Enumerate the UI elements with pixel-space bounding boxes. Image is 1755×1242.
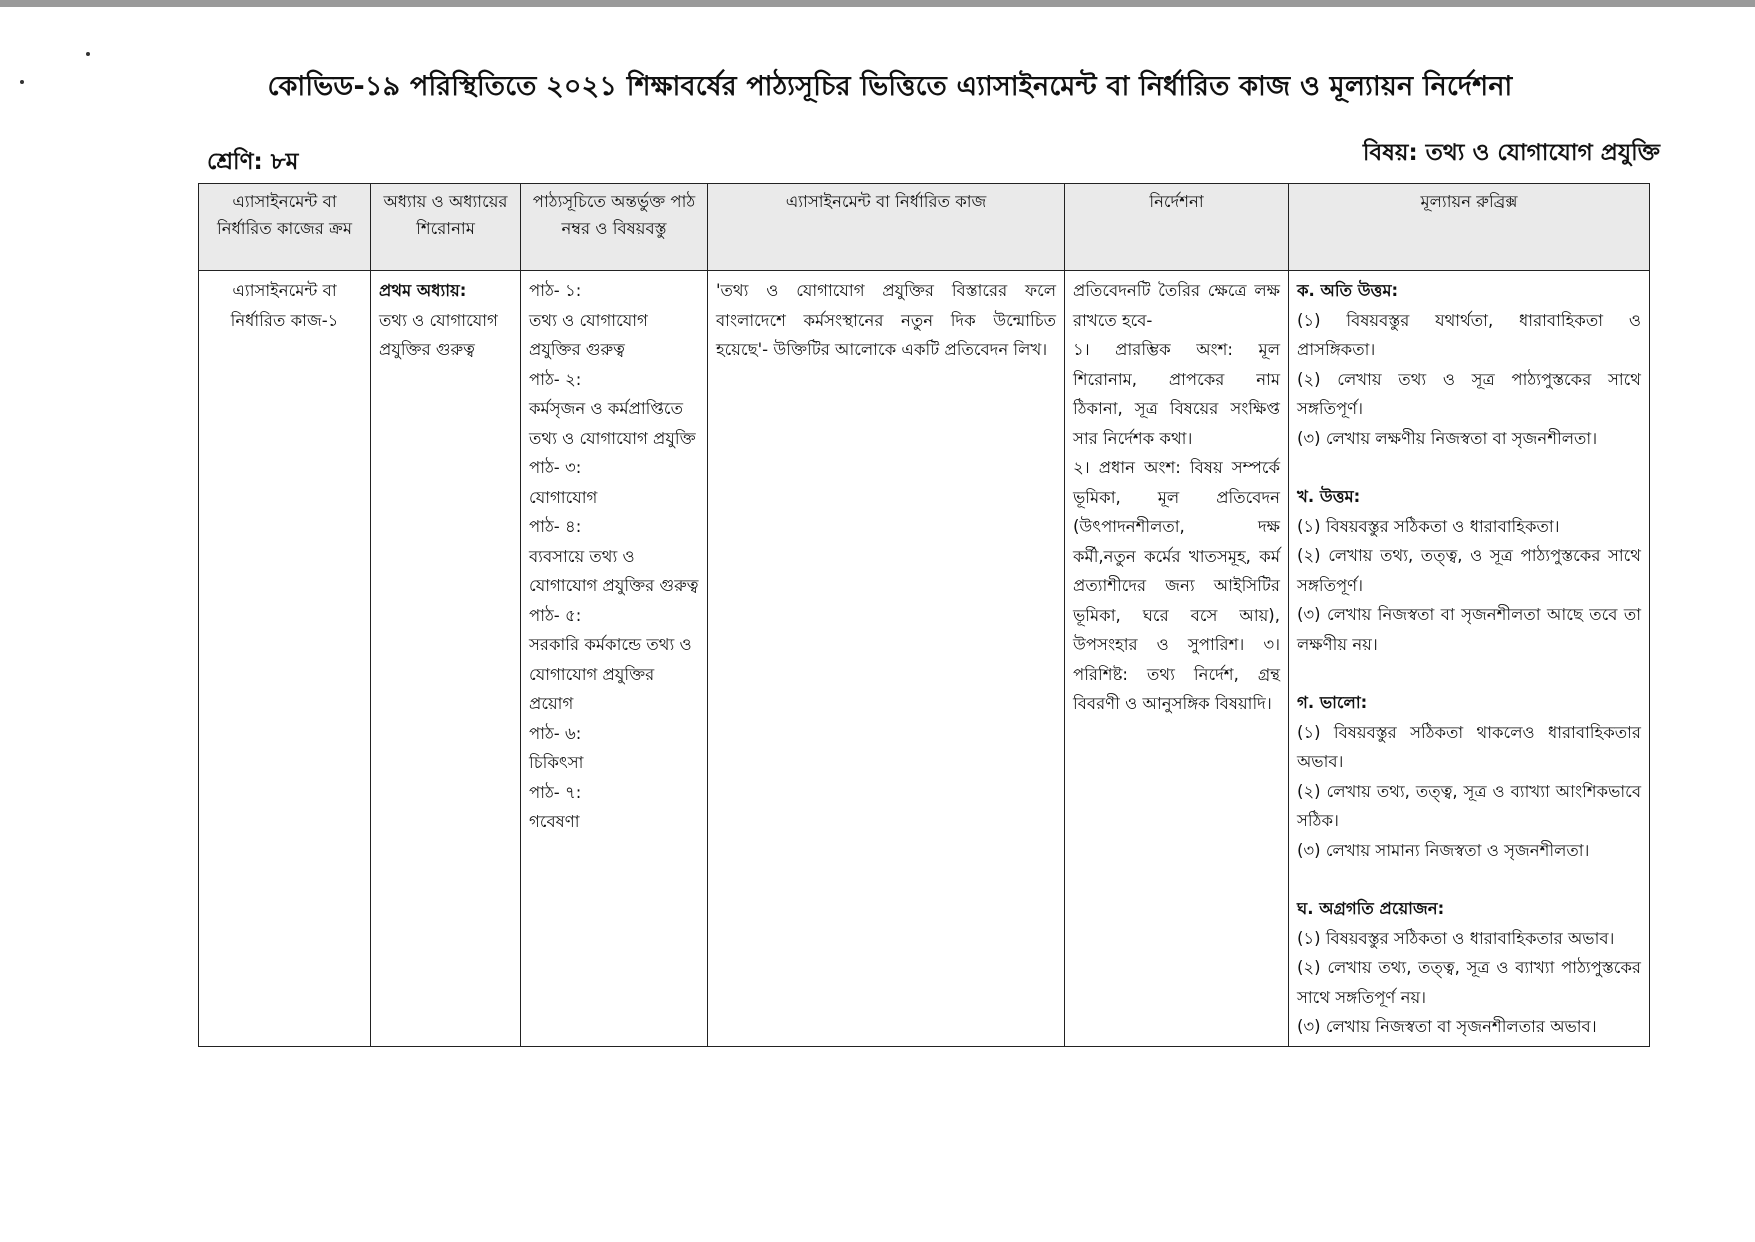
lesson-number: পাঠ- ২: — [529, 369, 582, 389]
lesson-number: পাঠ- ৭: — [529, 782, 582, 802]
rubric-item: (২) লেখায় তথ্য, তত্ত্ব, সূত্র ও ব্যাখ্যা আংশিকভাবে সঠিক। — [1297, 781, 1641, 830]
lesson-number: পাঠ- ৪: — [529, 517, 582, 536]
lesson-number: পাঠ- ৫: — [529, 605, 582, 625]
lessons-cell — [521, 271, 708, 1047]
lesson-title: ব্যবসায়ে তথ্য ও যোগাযোগ প্রযুক্তির গুরুত্ব — [529, 546, 699, 595]
rubric-item: (১) বিষয়বস্তুর সঠিকতা ও ধারাবাহিকতার অভাব। — [1297, 928, 1615, 948]
rubric-item: (১) বিষয়বস্তুর যথার্থতা, ধারাবাহিকতা ও প্রাসঙ্গিকতা। — [1297, 310, 1641, 359]
lesson-number: পাঠ- ১: — [529, 281, 582, 300]
column-header-instructions: নির্দেশনা — [1065, 184, 1289, 271]
scan-speck — [86, 52, 90, 56]
rubric-item: (২) লেখায় তথ্য ও সূত্র পাঠ্যপুস্তকের সাথে সঙ্গতিপূর্ণ। — [1297, 369, 1641, 418]
lesson-title: তথ্য ও যোগাযোগ প্রযুক্তির গুরুত্ব — [529, 310, 648, 359]
table-header-row — [199, 184, 1650, 271]
rubric-item: (৩) লেখায় নিজস্বতা বা সৃজনশীলতা আছে তবে তা লক্ষণীয় নয়। — [1297, 605, 1641, 654]
rubric-heading: খ. উত্তম: — [1297, 487, 1361, 506]
chapter-cell — [371, 271, 521, 1047]
instructions-cell — [1065, 271, 1289, 1047]
rubric-item: (৩) লেখায় সামান্য নিজস্বতা ও সৃজনশীলতা। — [1297, 840, 1590, 860]
rubric-group-good — [1297, 482, 1641, 659]
column-header-serial: এ্যাসাইনমেন্ট বা নির্ধারিত কাজের ক্রম — [199, 184, 371, 271]
instruction-item: ২। প্রধান অংশ: বিষয় সম্পর্কে ভূমিকা, মূল প্রতিবেদন (উৎপাদনশীলতা, দক্ষ কর্মী,নতুন কর্মের খাতসমূহ, কর্ম প্রত্যাশীদের জন্য আইসিটির ভূমিকা, ঘরে বসে আয়), উপসংহার ও সুপারিশ। ৩। পরিশিষ্ট: তথ্য নির্দেশ, গ্রন্থ বিবরণী ও আনুসঙ্গিক বিষয়াদি। — [1073, 458, 1280, 713]
assignment-table — [198, 183, 1650, 1047]
instruction-item: ১। প্রারম্ভিক অংশ: মূল শিরোনাম, প্রাপকের নাম ঠিকানা, সূত্র বিষয়ের সংক্ষিপ্ত সার নির্দেশক কথা। — [1073, 340, 1280, 448]
lesson-number: পাঠ- ৩: — [529, 458, 582, 477]
column-header-rubrics: মূল্যায়ন রুব্রিক্স — [1289, 184, 1650, 271]
lesson-title: কর্মসৃজন ও কর্মপ্রাপ্তিতে তথ্য ও যোগাযোগ প্রযুক্তি — [529, 399, 696, 448]
rubric-item: (৩) লেখায় নিজস্বতা বা সৃজনশীলতার অভাব। — [1297, 1017, 1597, 1036]
rubric-item: (৩) লেখায় লক্ষণীয় নিজস্বতা বা সৃজনশীলতা। — [1297, 428, 1598, 448]
lesson-title: যোগাযোগ — [529, 487, 598, 507]
rubrics-cell — [1289, 271, 1650, 1047]
rubric-item: (২) লেখায় তথ্য, তত্ত্ব, ও সূত্র পাঠ্যপুস্তকের সাথে সঙ্গতিপূর্ণ। — [1297, 546, 1641, 595]
rubric-group-fair — [1297, 688, 1641, 865]
column-header-assignment: এ্যাসাইনমেন্ট বা নির্ধারিত কাজ — [708, 184, 1065, 271]
subject-label: বিষয়: তথ্য ও যোগাযোগ প্রযুক্তি — [1362, 140, 1660, 166]
rubric-group-needs-progress — [1297, 894, 1641, 1042]
column-header-lessons: পাঠ্যসূচিতে অন্তর্ভুক্ত পাঠ নম্বর ও বিষয়বস্তু — [521, 184, 708, 271]
lesson-title: গবেষণা — [529, 812, 580, 831]
rubric-heading: গ. ভালো: — [1297, 693, 1368, 712]
assignment-text: 'তথ্য ও যোগাযোগ প্রযুক্তির বিস্তারের ফলে বাংলাদেশে কর্মসংস্থানের নতুন দিক উন্মোচিত হয়েছে'- উক্তিটির আলোকে একটি প্রতিবেদন লিখ। — [716, 281, 1056, 359]
chapter-title: তথ্য ও যোগাযোগ প্রযুক্তির গুরুত্ব — [379, 310, 498, 359]
rubric-item: (১) বিষয়বস্তুর সঠিকতা ও ধারাবাহিকতা। — [1297, 516, 1560, 536]
column-header-chapter: অধ্যায় ও অধ্যায়ের শিরোনাম — [371, 184, 521, 271]
document-title: কোভিড-১৯ পরিস্থিতিতে ২০২১ শিক্ষাবর্ষের পাঠ্যসূচির ভিত্তিতে এ্যাসাইনমেন্ট বা নির্ধারিত কাজ ও মূল্যায়ন নির্দেশনা — [267, 71, 1513, 102]
rubric-heading: ক. অতি উত্তম: — [1297, 281, 1399, 300]
table-row — [199, 271, 1650, 1047]
lesson-title: সরকারি কর্মকান্ডে তথ্য ও যোগাযোগ প্রযুক্তির প্রয়োগ — [529, 635, 692, 713]
scan-top-edge — [0, 0, 1755, 7]
chapter-label: প্রথম অধ্যায়: — [379, 281, 467, 300]
rubric-heading: ঘ. অগ্রগতি প্রয়োজন: — [1297, 899, 1445, 918]
rubric-item: (২) লেখায় তথ্য, তত্ত্ব, সূত্র ও ব্যাখ্যা পাঠ্যপুস্তকের সাথে সঙ্গতিপূর্ণ নয়। — [1297, 958, 1641, 1007]
instruction-intro: প্রতিবেদনটি তৈরির ক্ষেত্রে লক্ষ রাখতে হবে- — [1073, 281, 1280, 330]
rubric-group-excellent — [1297, 276, 1641, 453]
class-label: শ্রেণি: ৮ম — [207, 149, 299, 175]
scan-speck — [20, 80, 24, 84]
serial-cell — [199, 271, 371, 1047]
lesson-title: চিকিৎসা — [529, 753, 584, 772]
lesson-number: পাঠ- ৬: — [529, 723, 582, 743]
rubric-item: (১) বিষয়বস্তুর সঠিকতা থাকলেও ধারাবাহিকতার অভাব। — [1297, 722, 1641, 771]
assignment-cell — [708, 271, 1065, 1047]
serial-text: এ্যাসাইনমেন্ট বা নির্ধারিত কাজ-১ — [230, 281, 339, 330]
